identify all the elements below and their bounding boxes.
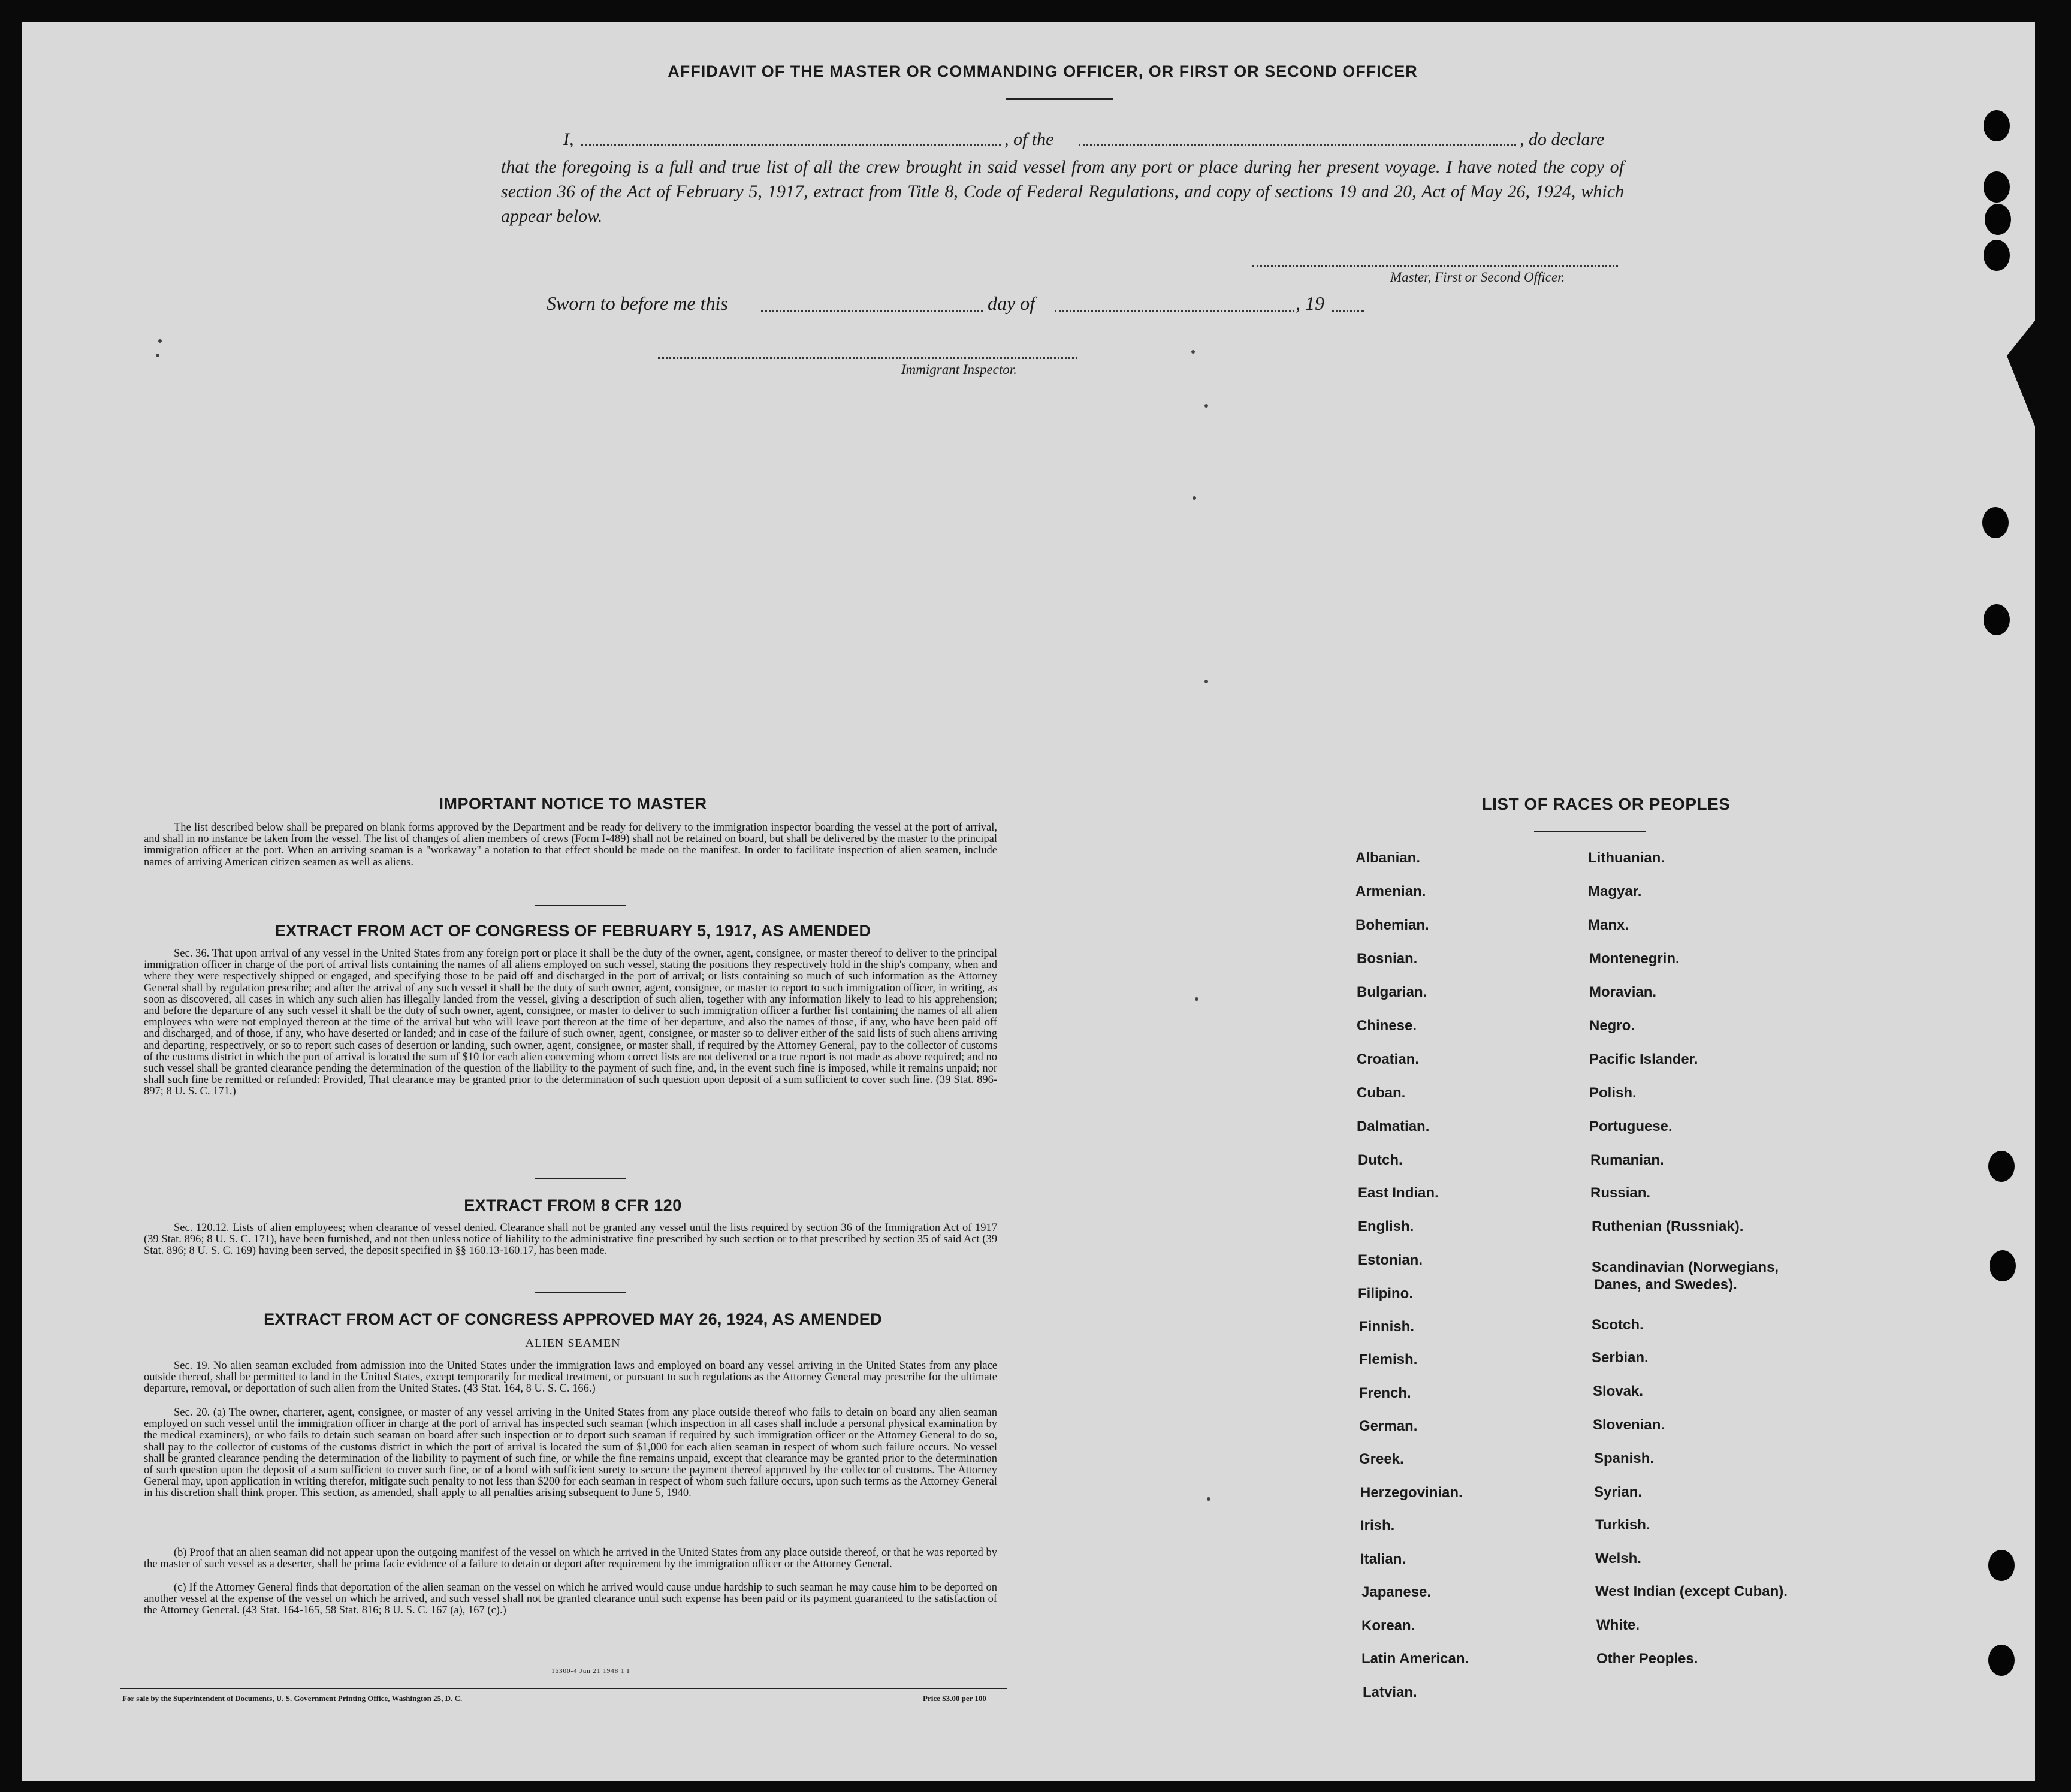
notice-heading: IMPORTANT NOTICE TO MASTER	[439, 795, 707, 813]
master-label: Master, First or Second Officer.	[1390, 270, 1565, 285]
race-item: Armenian.	[1355, 883, 1426, 900]
races-heading: LIST OF RACES OR PEOPLES	[1481, 795, 1731, 813]
speck	[1195, 997, 1198, 1001]
race-item: French.	[1359, 1385, 1411, 1401]
race-item: Finnish.	[1359, 1319, 1414, 1335]
race-item: Moravian.	[1589, 984, 1657, 1000]
sec20c-text: (c) If the Attorney General finds that deportation of the alien seaman on the vessel on which he arrived would cause undue hardship to such seaman he may cause him to be deported on another vessel at the expense of the vessel on which he arrived, and such vessel shall not be granted clearance until such expense has been paid or its payment guaranteed to the satisfaction of the Attorney General. (43 Stat. 164-165, 58 Stat. 816; 8 U. S. C. 167 (a), 167 (c).)	[144, 1582, 997, 1617]
race-item: Cuban.	[1357, 1085, 1406, 1101]
sec20b-text: (b) Proof that an alien seaman did not appear upon the outgoing manifest of the vessel on which he arrived in the United States from any place outside thereof, or that he was reported by the master of such vessel as a deserter, shall be prima facie evidence of a failure to detain or deport after requirement by the immigration officer or the Attorney General.	[144, 1547, 997, 1571]
race-item: Slovak.	[1593, 1383, 1644, 1399]
sec19-text: Sec. 19. No alien seaman excluded from admission into the United States under the immigration laws and employed on board any vessel arriving in the United States from any place outside thereof, shall be permitted to land in the United States, except temporarily for medical treatment, or pursuant to such regulations as the Attorney General may prescribe for the ultimate departure, removal, or deportation of such alien from the United States. (43 Stat. 164, 8 U. S. C. 166.)	[144, 1360, 997, 1395]
inspector-signature-line	[658, 357, 1077, 359]
divider	[1534, 831, 1646, 832]
speck	[1204, 680, 1208, 683]
year-blank	[1332, 310, 1364, 312]
race-item: Manx.	[1588, 917, 1629, 933]
race-item: Slovenian.	[1593, 1417, 1665, 1433]
vessel-blank	[1079, 144, 1516, 146]
binder-hole	[1990, 1250, 2016, 1281]
race-item: Flemish.	[1359, 1351, 1418, 1368]
race-item: Ruthenian (Russniak).	[1592, 1218, 1744, 1235]
affidavit-line-declare: , do declare	[1520, 129, 1605, 149]
race-item: Bulgarian.	[1357, 984, 1427, 1000]
affidavit-body: that the foregoing is a full and true list of all the crew brought in said vessel from any port or place during her present voyage. I have noted the copy of section 36 of the Act of February 5, 1917, extract from Title 8, Code of Federal Regulations, and copy of sections 19 and 20, Act of May 26, 1924, which appear below.	[501, 157, 1624, 226]
race-item: Dalmatian.	[1357, 1118, 1430, 1135]
sec20a-text: Sec. 20. (a) The owner, charterer, agent, consignee, or master of any vessel arriving in the United States from any place outside thereof who fails to detain on board any alien seaman employed on such vessel until the immigration officer in charge at the port of arrival has inspected such seaman (which inspection in all cases shall include a personal physical examination by the medical examiners), or who fails to detain such seaman on board after such inspection or to deport such seaman if required by such immigration officer or the Attorney General to do so, shall pay to the collector of customs of the customs district in which the port of arrival is located the sum of $1,000 for each alien seaman in respect of whom such failure occurs. No vessel shall be granted clearance pending the determination of the liability to payment of such fine, or while the fine remains unpaid, except that clearance may be granted prior to the determination of such question upon the deposit of a sum sufficient to cover such fine, or of a bond with sufficient surety to secure the payment thereof approved by the collector of customs. The Attorney General may, upon application in writing therefor, mitigate such penalty to not less than $200 for each seaman in respect of whom such failure occurs, upon such terms as the Attorney General in his discretion shall think proper. This section, as amended, shall apply to all penalties arising subsequent to June 5, 1940.	[144, 1407, 997, 1500]
speck	[1191, 350, 1195, 354]
race-item: Greek.	[1359, 1451, 1404, 1467]
race-item: Serbian.	[1592, 1350, 1649, 1366]
footer-rule	[120, 1688, 1007, 1689]
extract-cfr-text: Sec. 120.12. Lists of alien employees; when clearance of vessel denied. Clearance shall not be granted any vessel until the lists required by section 36 of the Immigration Act of 1917 (39 Stat. 896; 8 U. S. C. 171), have been furnished, and not then unless notice of liability to the administrative fine prescribed by such section or to that prescribed by section 35 of said Act (39 Stat. 896; 8 U. S. C. 169) having been served, the deposit specified in §§ 160.13-160.17, has been made.	[144, 1222, 997, 1257]
extract-1917-heading: EXTRACT FROM ACT OF CONGRESS OF FEBRUARY 5, 1917, AS AMENDED	[274, 922, 871, 940]
speck	[156, 354, 159, 357]
race-item: West Indian (except Cuban).	[1595, 1583, 1788, 1600]
race-item: Herzegovinian.	[1360, 1485, 1463, 1501]
binder-hole	[1984, 110, 2010, 141]
affidavit-heading: AFFIDAVIT OF THE MASTER OR COMMANDING OFFICER, OR FIRST OR SECOND OFFICER	[668, 62, 1418, 80]
race-item: Other Peoples.	[1596, 1651, 1698, 1667]
name-blank	[581, 144, 1001, 146]
race-item: Italian.	[1360, 1551, 1406, 1567]
extract-1924-subheading: ALIEN SEAMEN	[525, 1337, 621, 1350]
race-item: Lithuanian.	[1588, 850, 1665, 866]
binder-hole	[1984, 171, 2010, 203]
divider	[1006, 98, 1113, 100]
race-item: Rumanian.	[1590, 1152, 1664, 1168]
document-page	[22, 22, 2035, 1781]
race-item: Montenegrin.	[1589, 951, 1680, 967]
race-item: Turkish.	[1595, 1517, 1650, 1533]
binder-hole	[1988, 1550, 2015, 1581]
race-item: Estonian.	[1358, 1252, 1423, 1268]
footer-right: Price $3.00 per 100	[923, 1694, 986, 1703]
divider	[535, 905, 626, 906]
binder-hole	[1988, 1645, 2015, 1676]
race-item: Negro.	[1589, 1018, 1635, 1034]
divider	[535, 1292, 626, 1293]
race-item: East Indian.	[1358, 1185, 1439, 1201]
master-signature-line	[1252, 265, 1618, 267]
race-item: Russian.	[1590, 1185, 1651, 1201]
race-item: Syrian.	[1594, 1484, 1643, 1500]
binder-hole	[1984, 240, 2010, 271]
affidavit-line-of: , of the	[1004, 129, 1054, 149]
notice-text: The list described below shall be prepared on blank forms approved by the Department and be ready for delivery to the immigration inspector boarding the vessel at the port of arrival, and shall in no instance be taken from the vessel. The list of changes of alien members of crews (Form I-489) shall not be retained on board, but shall be delivered by the master to the principal immigration officer at the port. When an arriving seaman is a "workaway" a notation to that effect should be made on the manifest. In order to facilitate inspection of alien seamen, include names of arriving American citizen seamen as well as aliens.	[144, 822, 997, 868]
extract-1917-text: Sec. 36. That upon arrival of any vessel in the United States from any foreign port or place it shall be the duty of the owner, agent, consignee, or master thereof to deliver to the principal immigration officer in charge of the port of arrival lists containing the names of all aliens employed on such vessel, stating the positions they respectively hold in the ship's company, when and where they were respectively shipped or engaged, and specifying those to be paid off and discharged in the port of arrival; or lists containing so much of such information as the Attorney General shall by regulation prescribe; and after the arrival of any such vessel it shall be the duty of such owner, agent, consignee, or master to report to such immigration officer, in writing, as soon as discovered, all cases in which any such alien has illegally landed from the vessel, giving a description of such alien, together with any information likely to lead to his apprehension; and before the departure of any such vessel it shall be the duty of such owner, agent, consignee, or master to deliver to such immigration officer a further list containing the names of all alien employees who were not employed thereon at the time of the arrival but who will leave port thereon at the time of her departure, and also the names of those, if any, who have been paid off and discharged, and of those, if any, who have deserted or landed; and in case of the failure of such owner, agent, consignee, or master so to deliver either of the said lists of such aliens arriving and departing, respectively, or so to report such cases of desertion or landing, such owner, agent, consignee, or master shall, if required by the Attorney General, pay to the collector of customs of the customs district in which the port of arrival is located the sum of $10 for each alien concerning whom correct lists are not delivered or a true report is not made as above required; and no such vessel shall be granted clearance pending the determination of the question of the liability to the payment of such fine, and, in the event such fine is imposed, while it remains unpaid; nor shall such fine be remitted or refunded: Provided, That clearance may be granted prior to the determination of such question upon deposit of a sum sufficient to cover such fine. (39 Stat. 896-897; 8 U. S. C. 171.)	[144, 948, 997, 1098]
sworn-text: Sworn to before me this	[547, 292, 728, 314]
race-item: Latin American.	[1361, 1651, 1469, 1667]
binder-hole	[1984, 604, 2010, 635]
sworn-month-blank	[1055, 310, 1294, 312]
print-code: 16300-4 Jun 21 1948 1 I	[551, 1667, 630, 1675]
race-item: English.	[1358, 1218, 1414, 1235]
race-item: Latvian.	[1363, 1684, 1417, 1700]
speck	[1207, 1497, 1210, 1501]
race-item: German.	[1359, 1418, 1418, 1434]
race-item: Scotch.	[1592, 1317, 1644, 1333]
binder-hole	[1985, 204, 2011, 235]
race-item: Chinese.	[1357, 1018, 1417, 1034]
race-item: Welsh.	[1595, 1550, 1641, 1567]
day-of-text: day of	[988, 292, 1036, 314]
divider	[535, 1178, 626, 1179]
race-item: Japanese.	[1361, 1584, 1432, 1600]
race-item: Dutch.	[1358, 1152, 1403, 1168]
race-item: Albanian.	[1355, 850, 1421, 866]
race-item: White.	[1596, 1617, 1640, 1633]
speck	[1204, 404, 1208, 408]
sworn-day-blank	[761, 310, 983, 312]
race-item: Croatian.	[1357, 1051, 1420, 1067]
race-item: Scandinavian (Norwegians,	[1592, 1259, 1779, 1275]
race-item: Danes, and Swedes).	[1594, 1277, 1737, 1293]
race-item: Irish.	[1360, 1518, 1395, 1534]
race-item: Bohemian.	[1355, 917, 1429, 933]
binder-hole	[1988, 1151, 2015, 1182]
race-item: Magyar.	[1588, 883, 1642, 900]
extract-1924-heading: EXTRACT FROM ACT OF CONGRESS APPROVED MAY 26, 1924, AS AMENDED	[264, 1310, 882, 1328]
race-item: Portuguese.	[1589, 1118, 1673, 1135]
race-item: Spanish.	[1594, 1450, 1655, 1467]
race-item: Filipino.	[1358, 1286, 1413, 1302]
footer-left: For sale by the Superintendent of Documents, U. S. Government Printing Office, Washington 25, D. C.	[122, 1694, 463, 1703]
inspector-label: Immigrant Inspector.	[901, 362, 1017, 377]
speck	[1193, 496, 1196, 500]
binder-hole	[1982, 507, 2009, 538]
speck	[158, 339, 162, 343]
race-item: Polish.	[1589, 1085, 1637, 1101]
affidavit-line-i: I,	[563, 129, 574, 149]
race-item: Pacific Islander.	[1589, 1051, 1698, 1067]
race-item: Korean.	[1361, 1618, 1415, 1634]
year-text: , 19	[1296, 292, 1324, 314]
extract-cfr-heading: EXTRACT FROM 8 CFR 120	[464, 1196, 682, 1214]
race-item: Bosnian.	[1357, 951, 1418, 967]
